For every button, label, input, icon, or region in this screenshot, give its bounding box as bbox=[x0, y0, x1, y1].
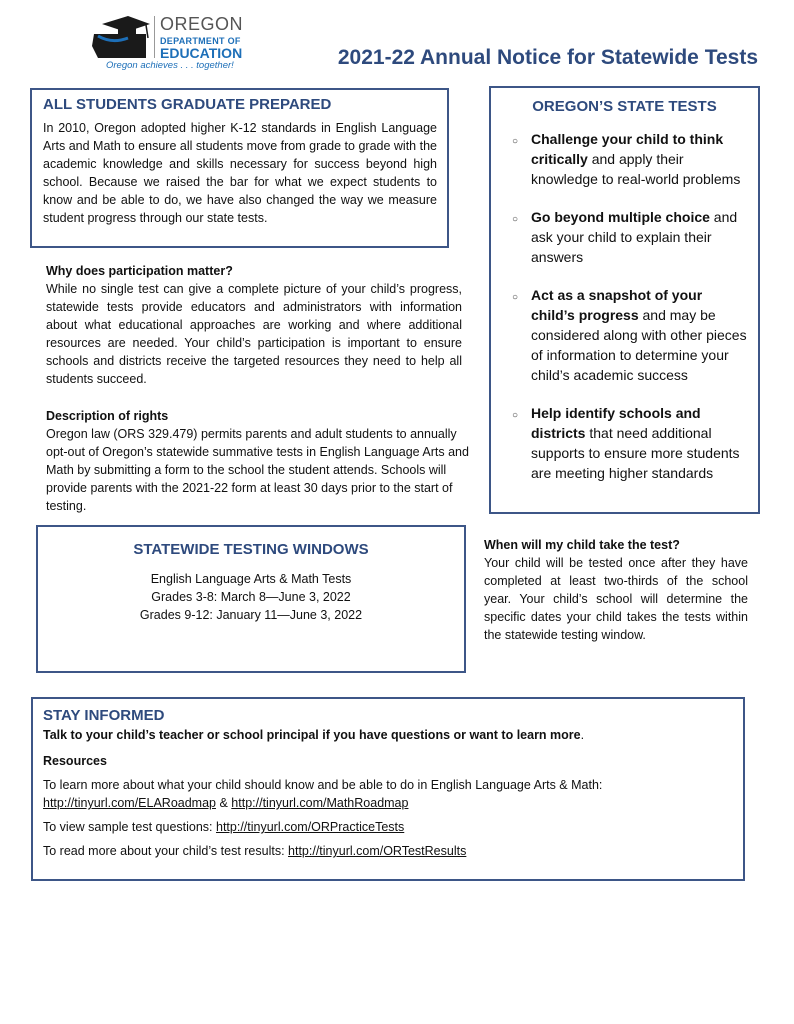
rights-section bbox=[46, 409, 476, 515]
resources-heading: Resources bbox=[43, 754, 107, 768]
when-section bbox=[484, 538, 748, 644]
hollow-circle-bullet-icon: ○ bbox=[512, 136, 519, 147]
testing-windows-line: English Language Arts & Math Tests bbox=[150, 572, 352, 586]
resources-learn-text: To learn more about what your child should know and be able to do in English Language Arts & Math: bbox=[43, 778, 603, 792]
stay-informed-heading: STAY INFORMED bbox=[43, 707, 165, 724]
graduate-heading: ALL STUDENTS GRADUATE PREPARED bbox=[43, 96, 332, 113]
page-title: 2021-22 Annual Notice for Statewide Tests bbox=[337, 46, 758, 69]
test-results-line: To read more about your child’s test results: http://tinyurl.com/ORTestResults bbox=[43, 844, 467, 858]
rights-heading: Description of rights bbox=[46, 409, 169, 423]
state-tests-list bbox=[501, 129, 748, 483]
graduation-cap-oregon-icon bbox=[88, 16, 152, 60]
stay-informed-box bbox=[31, 697, 745, 881]
test-results-link[interactable]: http://tinyurl.com/ORTestResults bbox=[288, 844, 467, 858]
math-roadmap-link[interactable]: http://tinyurl.com/MathRoadmap bbox=[231, 796, 409, 810]
logo-divider bbox=[154, 16, 155, 58]
logo-dept-text: DEPARTMENT OF bbox=[160, 36, 241, 46]
hollow-circle-bullet-icon: ○ bbox=[512, 214, 519, 225]
list-item: ○ Act as a snapshot of your child’s progress and may be considered along with other pieces of information to determine your child’s academic success bbox=[512, 287, 747, 383]
list-item: ○ Help identify schools and districts that need additional supports to ensure more students are meeting higher standards bbox=[512, 405, 740, 481]
participation-section bbox=[46, 264, 462, 388]
list-item: ○ Challenge your child to think critically and apply their knowledge to real-world problems bbox=[512, 131, 741, 187]
ode-logo bbox=[88, 14, 258, 76]
sample-questions-line: To view sample test questions: http://tinyurl.com/ORPracticeTests bbox=[43, 820, 405, 834]
logo-edu-text: EDUCATION bbox=[160, 45, 243, 61]
testing-windows-line: Grades 9-12: January 11—June 3, 2022 bbox=[139, 608, 363, 622]
ela-roadmap-link[interactable]: http://tinyurl.com/ELARoadmap bbox=[43, 796, 216, 810]
testing-windows-box bbox=[36, 525, 466, 673]
logo-tagline: Oregon achieves . . . together! bbox=[106, 60, 234, 71]
participation-heading: Why does participation matter? bbox=[46, 264, 233, 278]
graduate-body: In 2010, Oregon adopted higher K-12 standards in English Language Arts and Math to ensure all students move from grade to grade with the academic knowledge and skills necessary for success beyond high school. Because we raised the bar for what we expect students to know and be able to do, we have also changed the way we measure student progress through our state tests. bbox=[43, 121, 437, 225]
when-heading: When will my child take the test? bbox=[484, 538, 680, 552]
participation-body: While no single test can give a complete picture of your child’s progress, statewide tests provide educators and administrators with information about what educational approaches are working and where additional resources are needed. Your child’s participation is important to ensure schools and districts receive the targeted resources they need to help all students succeed. bbox=[46, 282, 462, 386]
hollow-circle-bullet-icon: ○ bbox=[512, 292, 519, 303]
hollow-circle-bullet-icon: ○ bbox=[512, 410, 519, 421]
state-tests-box bbox=[489, 86, 760, 514]
state-tests-heading: OREGON’S STATE TESTS bbox=[532, 98, 717, 115]
list-item: ○ Go beyond multiple choice and ask your child to explain their answers bbox=[512, 209, 738, 265]
testing-windows-line: Grades 3-8: March 8—June 3, 2022 bbox=[151, 590, 351, 604]
when-body: Your child will be tested once after they have completed at least two-thirds of the school year. Your child’s school will determine the specific dates your child takes the tests within the statewide testing window. bbox=[484, 556, 748, 642]
testing-windows-heading: STATEWIDE TESTING WINDOWS bbox=[133, 541, 369, 558]
practice-tests-link[interactable]: http://tinyurl.com/ORPracticeTests bbox=[216, 820, 405, 834]
roadmap-links: http://tinyurl.com/ELARoadmap & http://tinyurl.com/MathRoadmap bbox=[43, 796, 409, 810]
logo-org-text: OREGON bbox=[160, 14, 244, 34]
stay-informed-lead: Talk to your child’s teacher or school principal if you have questions or want to learn more. bbox=[43, 728, 585, 742]
rights-body: Oregon law (ORS 329.479) permits parents and adult students to annually opt-out of Oregon’s statewide summative tests in English Language Arts and Math by submitting a form to the school the student attends. Schools will provide parents with the 2021-22 form at least 30 days prior to the start of testing. bbox=[46, 427, 469, 513]
graduate-prepared-box bbox=[30, 88, 449, 248]
